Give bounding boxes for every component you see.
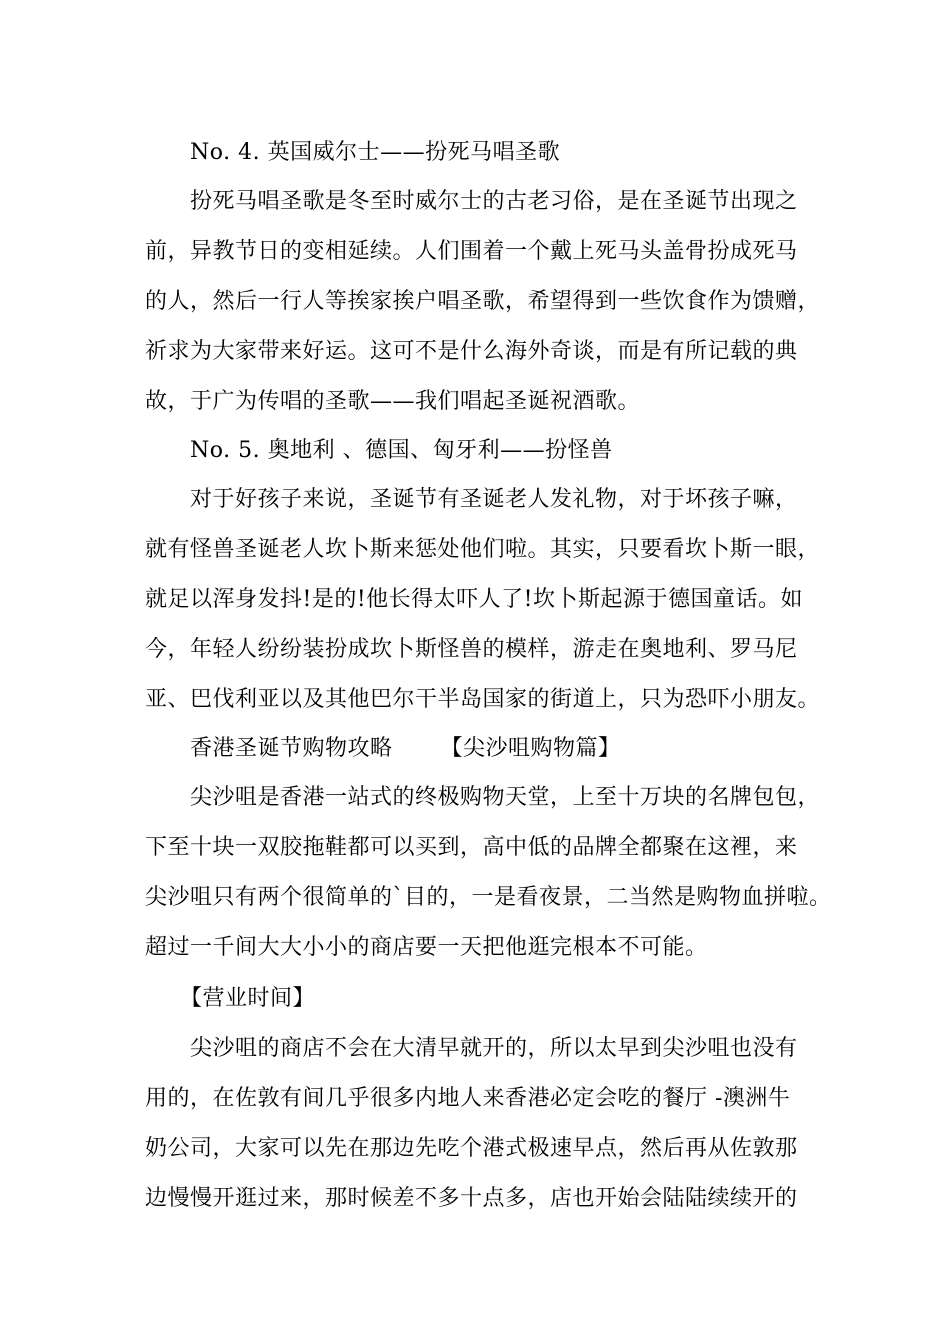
paragraph-line: 用的，在佐敦有间几乎很多内地人来香港必定会吃的餐厅 -澳洲牛 [145, 1086, 791, 1111]
tsim-sha-tsui-section-label: 【尖沙咀购物篇】 [440, 736, 621, 761]
paragraph-line: 就足以浑身发抖!是的!他长得太吓人了!坎卜斯起源于德国童话。如 [145, 587, 804, 612]
paragraph-line: 超过一千间大大小小的商店要一天把他逛完根本不可能。 [145, 935, 708, 960]
paragraph-line: 尖沙咀只有两个很简单的`目的，一是看夜景，二当然是购物血拼啦。 [145, 885, 832, 910]
shopping-guide-title: 香港圣诞节购物攻略 [190, 736, 393, 761]
section-heading [190, 734, 835, 764]
paragraph-line: 下至十块一双胶拖鞋都可以买到，高中低的品牌全都聚在这裡，来 [145, 835, 798, 860]
heading-no5: No. 5. 奥地利 、德国、匈牙利——扮怪兽 [190, 438, 613, 463]
paragraph-line: 今，年轻人纷纷装扮成坎卜斯怪兽的模样，游走在奥地利、罗马尼 [145, 637, 798, 662]
paragraph-line: 故，于广为传唱的圣歌——我们唱起圣诞祝酒歌。 [145, 389, 641, 414]
paragraph-line: 边慢慢开逛过来，那时候差不多十点多，店也开始会陆陆续续开的 [145, 1186, 798, 1211]
paragraph-line: 尖沙咀是香港一站式的终极购物天堂，上至十万块的名牌包包， [190, 785, 821, 810]
paragraph-line: 扮死马唱圣歌是冬至时威尔士的古老习俗，是在圣诞节出现之 [190, 189, 798, 214]
paragraph-line: 亚、巴伐利亚以及其他巴尔干半岛国家的街道上，只为恐吓小朋友。 [145, 687, 821, 712]
paragraph-line: 尖沙咀的商店不会在大清早就开的，所以太早到尖沙咀也没有 [190, 1036, 798, 1061]
business-hours-heading: 【营业时间】 [180, 986, 316, 1011]
heading-no4: No. 4. 英国威尔士——扮死马唱圣歌 [190, 140, 561, 165]
paragraph-line: 祈求为大家带来好运。这可不是什么海外奇谈，而是有所记载的典 [145, 339, 798, 364]
paragraph-line: 的人，然后一行人等挨家挨户唱圣歌，希望得到一些饮食作为馈赠， [145, 289, 821, 314]
paragraph-line: 前，异教节日的变相延续。人们围着一个戴上死马头盖骨扮成死马 [145, 239, 798, 264]
paragraph-line: 就有怪兽圣诞老人坎卜斯来惩处他们啦。其实，只要看坎卜斯一眼， [145, 537, 821, 562]
paragraph-line: 奶公司，大家可以先在那边先吃个港式极速早点，然后再从佐敦那 [145, 1136, 798, 1161]
paragraph-line: 对于好孩子来说，圣诞节有圣诞老人发礼物，对于坏孩子嘛， [190, 487, 798, 512]
